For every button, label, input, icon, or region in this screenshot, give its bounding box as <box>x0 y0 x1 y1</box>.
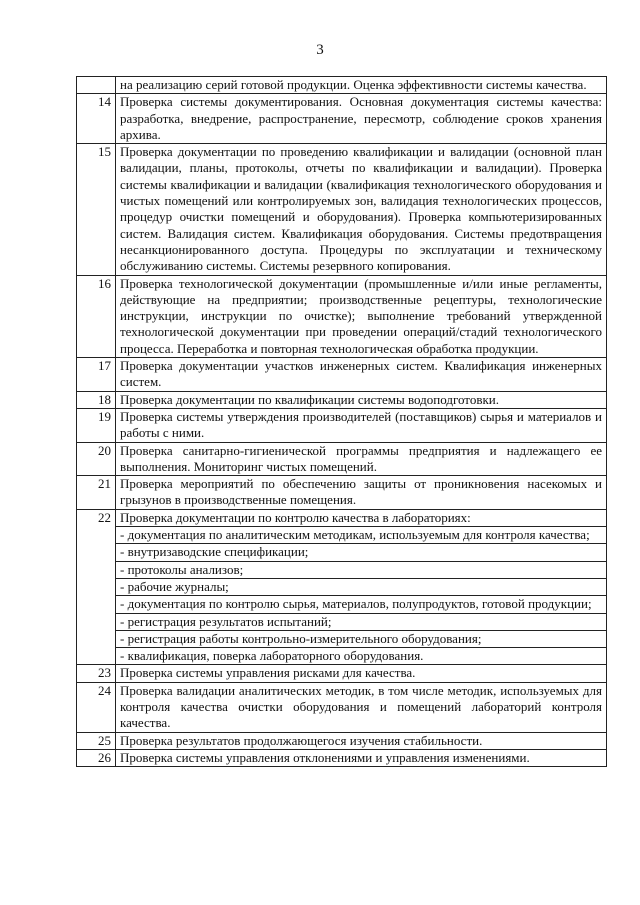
checklist-body <box>77 77 607 767</box>
item-text: - документация по аналитическим методикам, используемым для контроля качества; <box>116 527 607 544</box>
table-row <box>77 476 607 510</box>
item-text: - регистрация работы контрольно-измерительного оборудования; <box>116 630 607 647</box>
item-number: 15 <box>77 144 116 275</box>
inspection-checklist-table <box>76 76 607 767</box>
item-text: - протоколы анализов; <box>116 561 607 578</box>
item-number: 23 <box>77 665 116 682</box>
page-number: 3 <box>316 42 324 58</box>
table-row <box>77 596 607 613</box>
item-text: Проверка результатов продолжающегося изучения стабильности. <box>116 732 607 749</box>
table-row <box>77 408 607 442</box>
item-text: Проверка системы документирования. Основная документация системы качества: разработка, внедрение, распространение, пересмотр, соблюдение сроков хранения архива. <box>116 94 607 144</box>
item-text: Проверка санитарно-гигиенической программы предприятия и надлежащего ее выполнения. Мониторинг чистых помещений. <box>116 442 607 476</box>
item-text: - внутризаводские спецификации; <box>116 544 607 561</box>
table-row <box>77 144 607 275</box>
table-row <box>77 578 607 595</box>
item-number: 14 <box>77 94 116 144</box>
item-text: Проверка документации по проведению квалификации и валидации (основной план валидации, планы, протоколы, отчеты по квалификации и валидации). Проверка системы квалификации и валидации (квалификация технологического оборудования и чистых помещений или контролируемых зон, валидация технологических процессов, процедур очистки помещений и оборудования). Проверка компьютеризированных систем. Валидация систем. Квалификация оборудования. Системы предотвращения несанкционированного доступа. Процедуры по эксплуатации и техническому обслуживанию системы. Системы резервного копирования. <box>116 144 607 275</box>
table-row <box>77 391 607 408</box>
table-row <box>77 732 607 749</box>
item-number: 17 <box>77 358 116 392</box>
item-number: 24 <box>77 682 116 732</box>
table-row <box>77 561 607 578</box>
item-text: на реализацию серий готовой продукции. Оценка эффективности системы качества. <box>116 77 607 94</box>
table-row <box>77 544 607 561</box>
table-row <box>77 630 607 647</box>
item-number: 16 <box>77 275 116 357</box>
item-number: 22 <box>77 509 116 665</box>
table-row <box>77 94 607 144</box>
item-number: 26 <box>77 749 116 766</box>
item-text: Проверка технологической документации (промышленные и/или иные регламенты, действующие на предприятии; производственные рецептуры, технологические инструкции, инструкции по очистке); выполнение требований утвержденной технологической документации при проведении операций/стадий технологического процесса. Переработка и повторная технологическая обработка продукции. <box>116 275 607 357</box>
table-row <box>77 442 607 476</box>
table-row <box>77 648 607 665</box>
item-number <box>77 77 116 94</box>
item-text: Проверка документации по контролю качества в лабораториях: <box>116 509 607 526</box>
table-row <box>77 665 607 682</box>
table-row <box>77 682 607 732</box>
table-row <box>77 358 607 392</box>
item-text: Проверка валидации аналитических методик, в том числе методик, используемых для контроля качества очистки оборудования и помещений лабораторий контроля качества. <box>116 682 607 732</box>
item-text: Проверка документации по квалификации системы водоподготовки. <box>116 391 607 408</box>
table-row <box>77 77 607 94</box>
item-text: Проверка системы управления отклонениями и управления изменениями. <box>116 749 607 766</box>
item-text: - документация по контролю сырья, материалов, полупродуктов, готовой продукции; <box>116 596 607 613</box>
table-row <box>77 509 607 526</box>
table-row <box>77 275 607 357</box>
item-text: Проверка мероприятий по обеспечению защиты от проникновения насекомых и грызунов в производственные помещения. <box>116 476 607 510</box>
item-text: - регистрация результатов испытаний; <box>116 613 607 630</box>
item-text: - квалификация, поверка лабораторного оборудования. <box>116 648 607 665</box>
item-text: Проверка системы управления рисками для качества. <box>116 665 607 682</box>
table-row <box>77 527 607 544</box>
item-number: 25 <box>77 732 116 749</box>
item-number: 19 <box>77 408 116 442</box>
item-number: 21 <box>77 476 116 510</box>
item-number: 20 <box>77 442 116 476</box>
item-text: Проверка системы утверждения производителей (поставщиков) сырья и материалов и работы с ними. <box>116 408 607 442</box>
item-number: 18 <box>77 391 116 408</box>
item-text: - рабочие журналы; <box>116 578 607 595</box>
table-row <box>77 613 607 630</box>
item-text: Проверка документации участков инженерных систем. Квалификация инженерных систем. <box>116 358 607 392</box>
table-row <box>77 749 607 766</box>
